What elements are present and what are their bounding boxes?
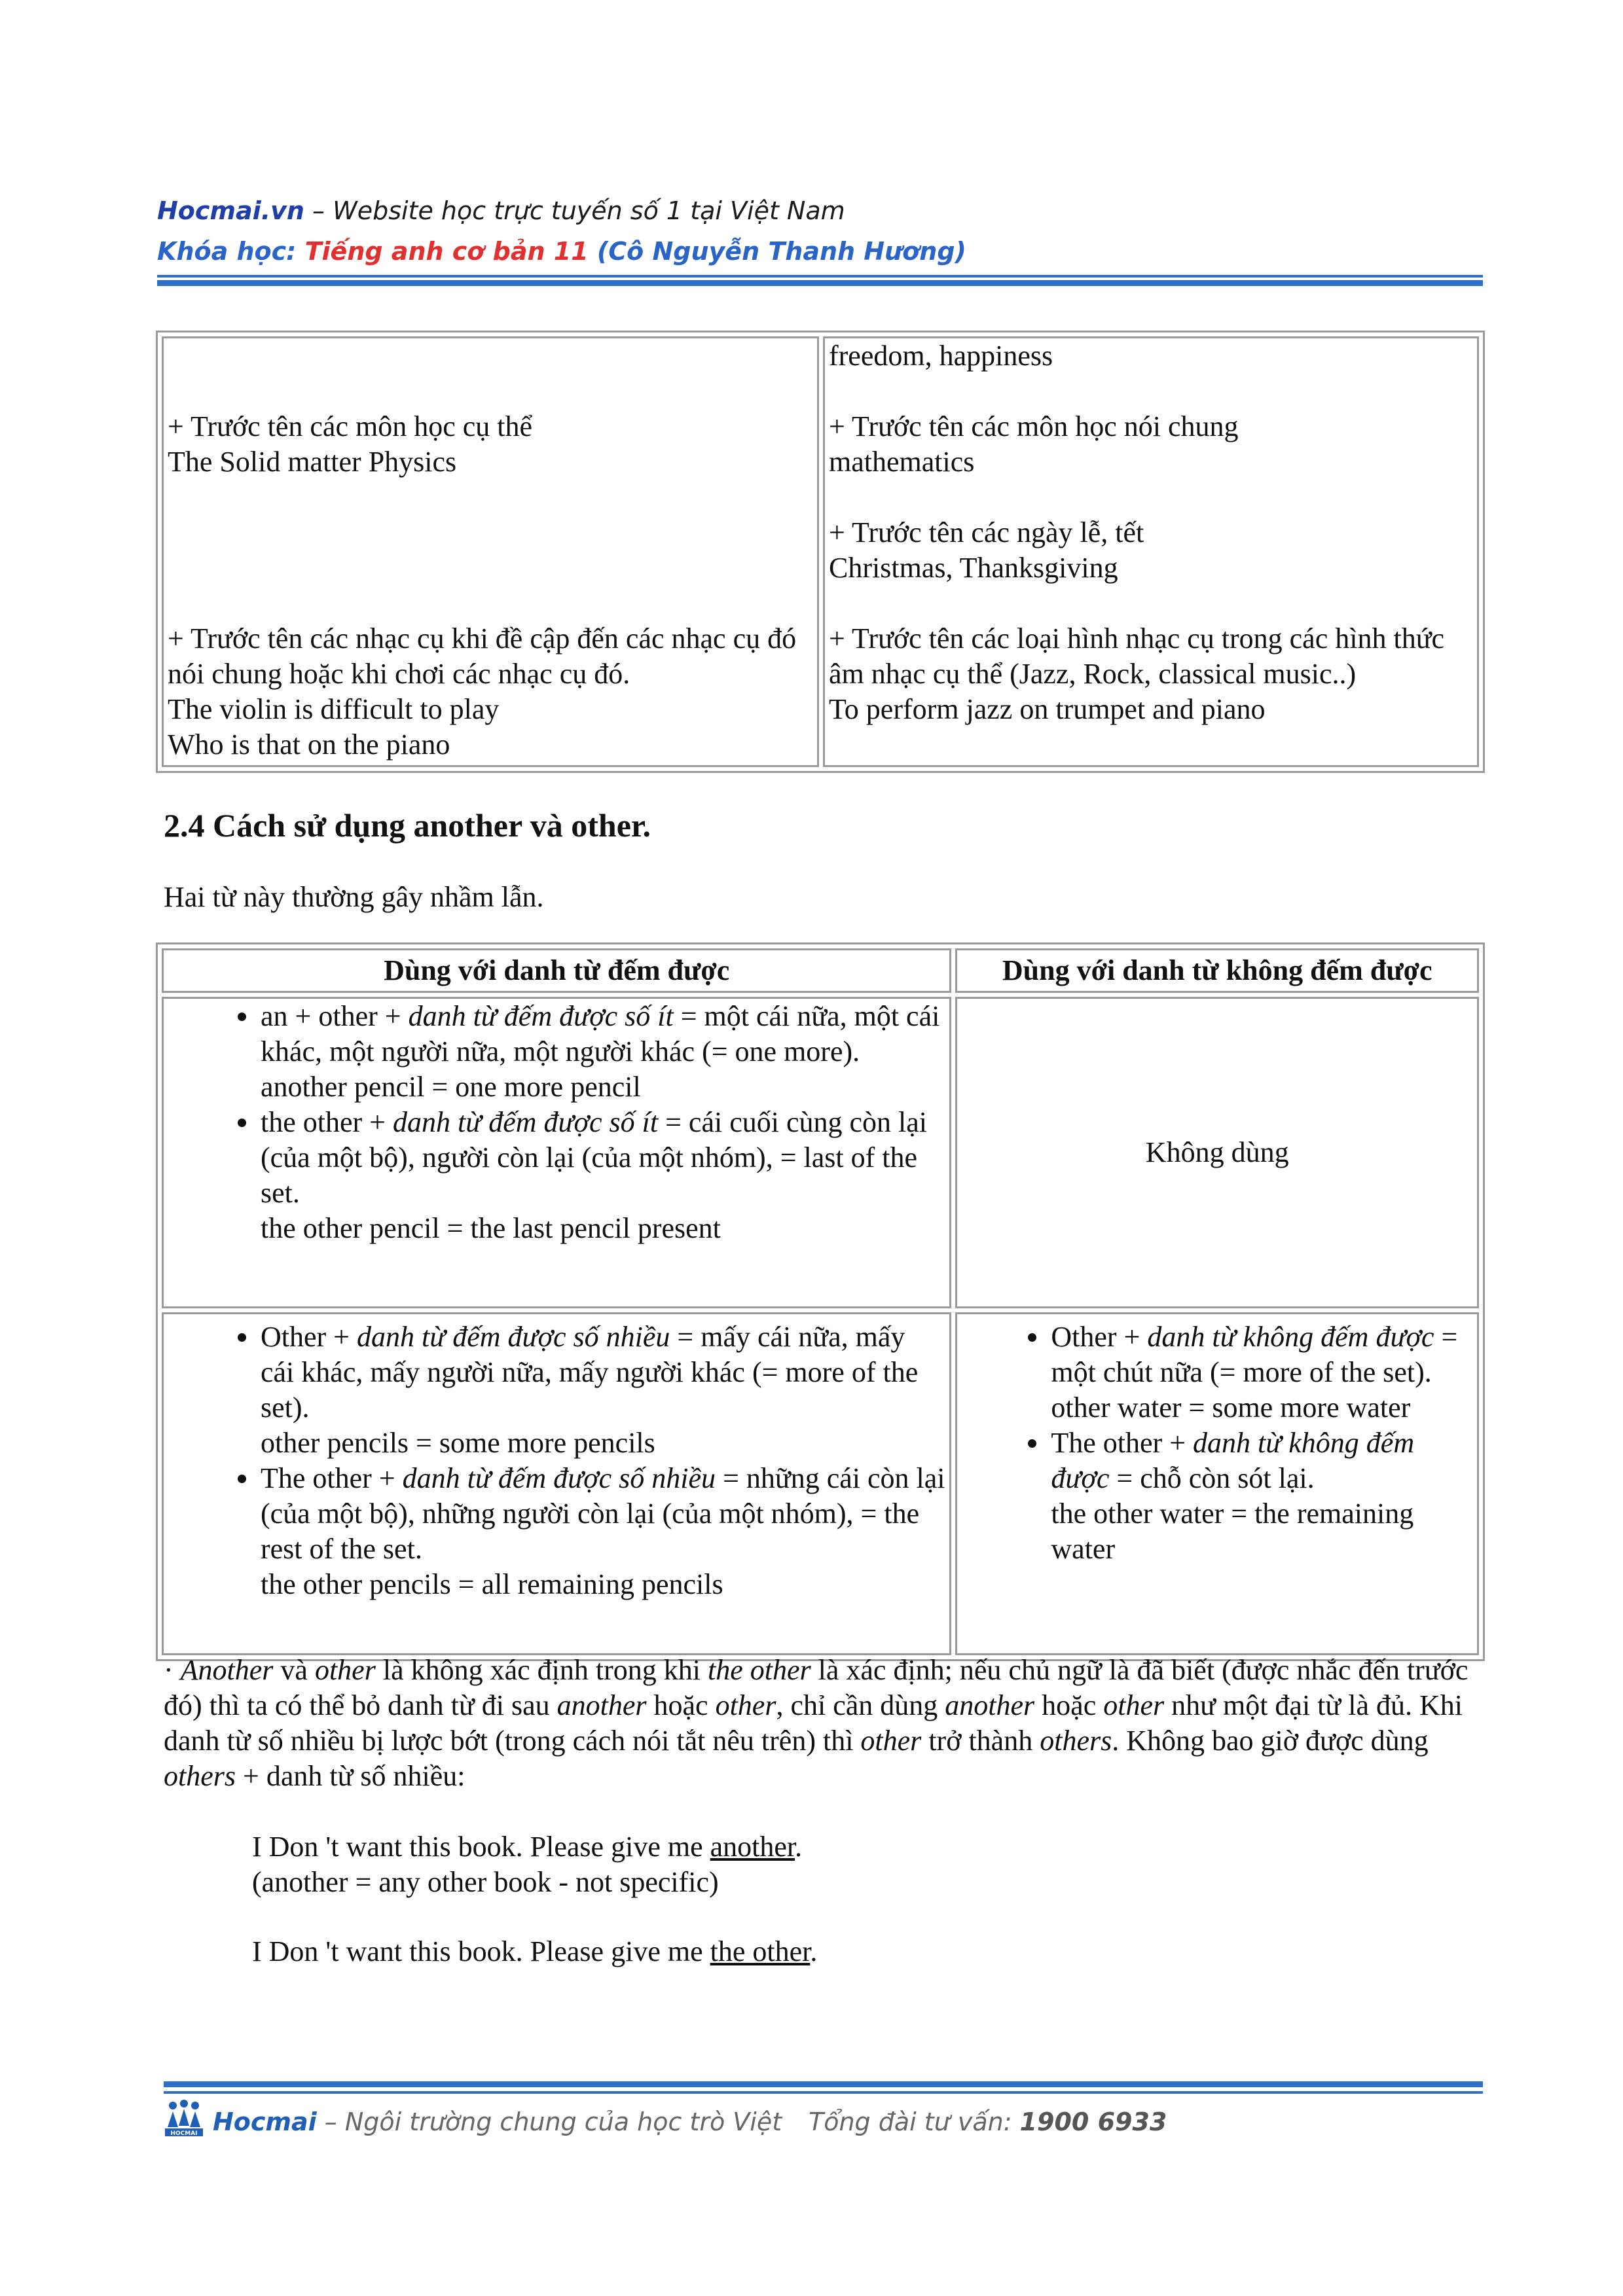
not-used-text: Không dùng [1145,1136,1289,1168]
term: other [314,1654,376,1686]
music-forms-example: To perform jazz on trumpet and piano [829,693,1266,725]
rule-term: danh từ không đếm được [1147,1321,1434,1353]
rule-meaning: = mấy cái nữa, mấy cái khác, mấy người nữa, mấy người khác (= more of the set). [261,1321,919,1424]
table-row [162,1312,1479,1655]
rule-meaning: = những cái còn lại (của một bộ), những người còn lại (của một nhóm), = the rest of the set. [261,1462,945,1565]
text: là xác định; nếu chủ ngữ là đã biết (được nhắc đến trước đó) thì ta có thể bỏ danh từ đi sau [164,1654,1468,1721]
example-1-note: (another = any other book - not specific) [252,1866,719,1898]
hotline-label: Tổng đài tư vấn: [809,2108,1020,2136]
text: như một đại từ là đủ. Khi danh từ số nhiều bị lược bớt (trong cách nói tắt nêu trên) thì [164,1689,1463,1757]
text: hoặc [1034,1689,1104,1721]
header-site-line [157,196,845,225]
example-1 [252,1829,802,1865]
general-subjects-example: mathematics [829,446,975,478]
rule-example: the other pencils = all remaining pencils [261,1568,723,1600]
rule-meaning: = cái cuối cùng còn lại (của một bộ), người còn lại (của một nhóm), = last of the set. [261,1106,927,1209]
bullet-dot: · [164,1654,181,1686]
header-rule-thick [157,280,1483,286]
abstract-nouns-example: freedom, happiness [829,340,1053,372]
rule-text: The other + [1051,1427,1194,1459]
rule-example: the other water = the remaining water [1051,1498,1414,1565]
table-row [162,336,1479,767]
rule-example: other pencils = some more pencils [261,1427,655,1459]
rule-text: The other + [261,1462,403,1494]
header-brand[interactable]: Hocmai.vn [157,196,304,225]
course-name: Tiếng anh cơ bản 11 [304,237,589,266]
not-used-cell [955,997,1479,1308]
general-subjects-rule: + Trước tên các môn học nói chung [829,410,1239,442]
instruments-example-1: The violin is difficult to play [168,693,500,725]
list-item [259,1105,945,1246]
rule-example: the other pencil = the last pencil present [261,1212,721,1244]
example-2 [252,1934,817,1969]
hotline-number[interactable]: 1900 6933 [1019,2108,1167,2136]
example-period: . [795,1831,803,1863]
example-text: I Don 't want this book. Please give me [252,1831,710,1863]
text: , chỉ cần dùng [776,1689,945,1721]
instruments-rule: + Trước tên các nhạc cụ khi đề cập đến các nhạc cụ đó nói chung hoặc khi chơi các nhạc cụ đó. [168,622,797,690]
term: another [945,1689,1035,1721]
text: . Không bao giờ được dùng [1112,1725,1429,1757]
rule-term: danh từ đếm được số ít [392,1106,659,1138]
text: trở thành [921,1725,1040,1757]
term: another [556,1689,647,1721]
text: hoặc [646,1689,716,1721]
table-cell-left [162,336,819,767]
header-course-line [157,237,966,266]
term: others [164,1760,236,1792]
rule-meaning: = một cái nữa, một cái khác, một người nữa, một người khác (= one more). [261,1000,940,1067]
term: the other [707,1654,811,1686]
course-label: Khóa học: [157,237,305,266]
holidays-rule: + Trước tên các ngày lễ, tết [829,516,1144,548]
table-row [162,997,1479,1308]
table-cell-right [823,336,1479,767]
footer-slogan: – Ngôi trường chung của học trò Việt [316,2108,782,2136]
another-other-table [156,942,1485,1661]
text: và [273,1654,315,1686]
term: other [860,1725,922,1757]
list-item [259,1319,945,1461]
rule-meaning: = một chút nữa (= more of the set). [1051,1321,1458,1388]
instruments-example-2: Who is that on the piano [168,728,450,761]
term: other [1103,1689,1165,1721]
example-text: I Don 't want this book. Please give me [252,1935,710,1967]
footer-rule-thin [164,2091,1483,2094]
article-usage-table [156,331,1485,773]
list-item [1049,1426,1473,1567]
footer-brand[interactable]: Hocmai [213,2108,317,2136]
rule-text: Other + [1051,1321,1148,1353]
header-tagline: – Website học trực tuyến số 1 tại Việt Nam [304,196,845,225]
hocmai-logo-icon [164,2100,204,2138]
rule-text: the other + [261,1106,393,1138]
term: others [1040,1725,1112,1757]
rule-term: danh từ đếm được số ít [408,1000,674,1032]
rule-term: danh từ không đếm được [1051,1427,1415,1494]
subjects-rule: + Trước tên các môn học cụ thể [168,410,533,442]
term: Another [180,1654,274,1686]
example-answer: another [710,1831,795,1863]
footer-slogan-line [213,2108,782,2136]
term: other [715,1689,776,1721]
text: là không xác định trong khi [375,1654,708,1686]
rule-meaning: = chỗ còn sót lại. [1109,1462,1315,1494]
footer-hotline [809,2108,1167,2136]
holidays-example: Christmas, Thanksgiving [829,552,1118,584]
plural-countable-cell [162,1312,951,1655]
column-header-uncountable: Dùng với danh từ không đếm được [955,948,1479,993]
rule-text: Other + [261,1321,357,1353]
subjects-example: The Solid matter Physics [168,446,457,478]
column-header-countable: Dùng với danh từ đếm được [162,948,951,993]
footer-rule-thick [164,2081,1483,2087]
table-header-row [162,948,1479,993]
rule-example: other water = some more water [1051,1391,1411,1424]
section-intro: Hai từ này thường gây nhầm lẫn. [164,881,544,913]
list-item [259,1461,945,1602]
uncountable-cell [955,1312,1479,1655]
example-period: . [810,1935,818,1967]
list-item [1049,1319,1473,1426]
rule-term: danh từ đếm được số nhiều [402,1462,716,1494]
singular-countable-cell [162,997,951,1308]
music-forms-rule: + Trước tên các loại hình nhạc cụ trong các hình thức âm nhạc cụ thể (Jazz, Rock, classical music..) [829,622,1445,690]
text: + danh từ số nhiều: [236,1760,465,1792]
header-rule-thin [157,275,1483,278]
logo-caption: HOCMAI [170,2130,198,2137]
section-title: 2.4 Cách sử dụng another và other. [164,807,651,844]
explanation-paragraph [164,1653,1473,1794]
rule-example: another pencil = one more pencil [261,1071,641,1103]
rule-text: an + other + [261,1000,409,1032]
example-answer: the other [710,1935,811,1967]
rule-term: danh từ đếm được số nhiều [357,1321,670,1353]
list-item [259,999,945,1105]
course-teacher: (Cô Nguyễn Thanh Hương) [588,237,966,266]
